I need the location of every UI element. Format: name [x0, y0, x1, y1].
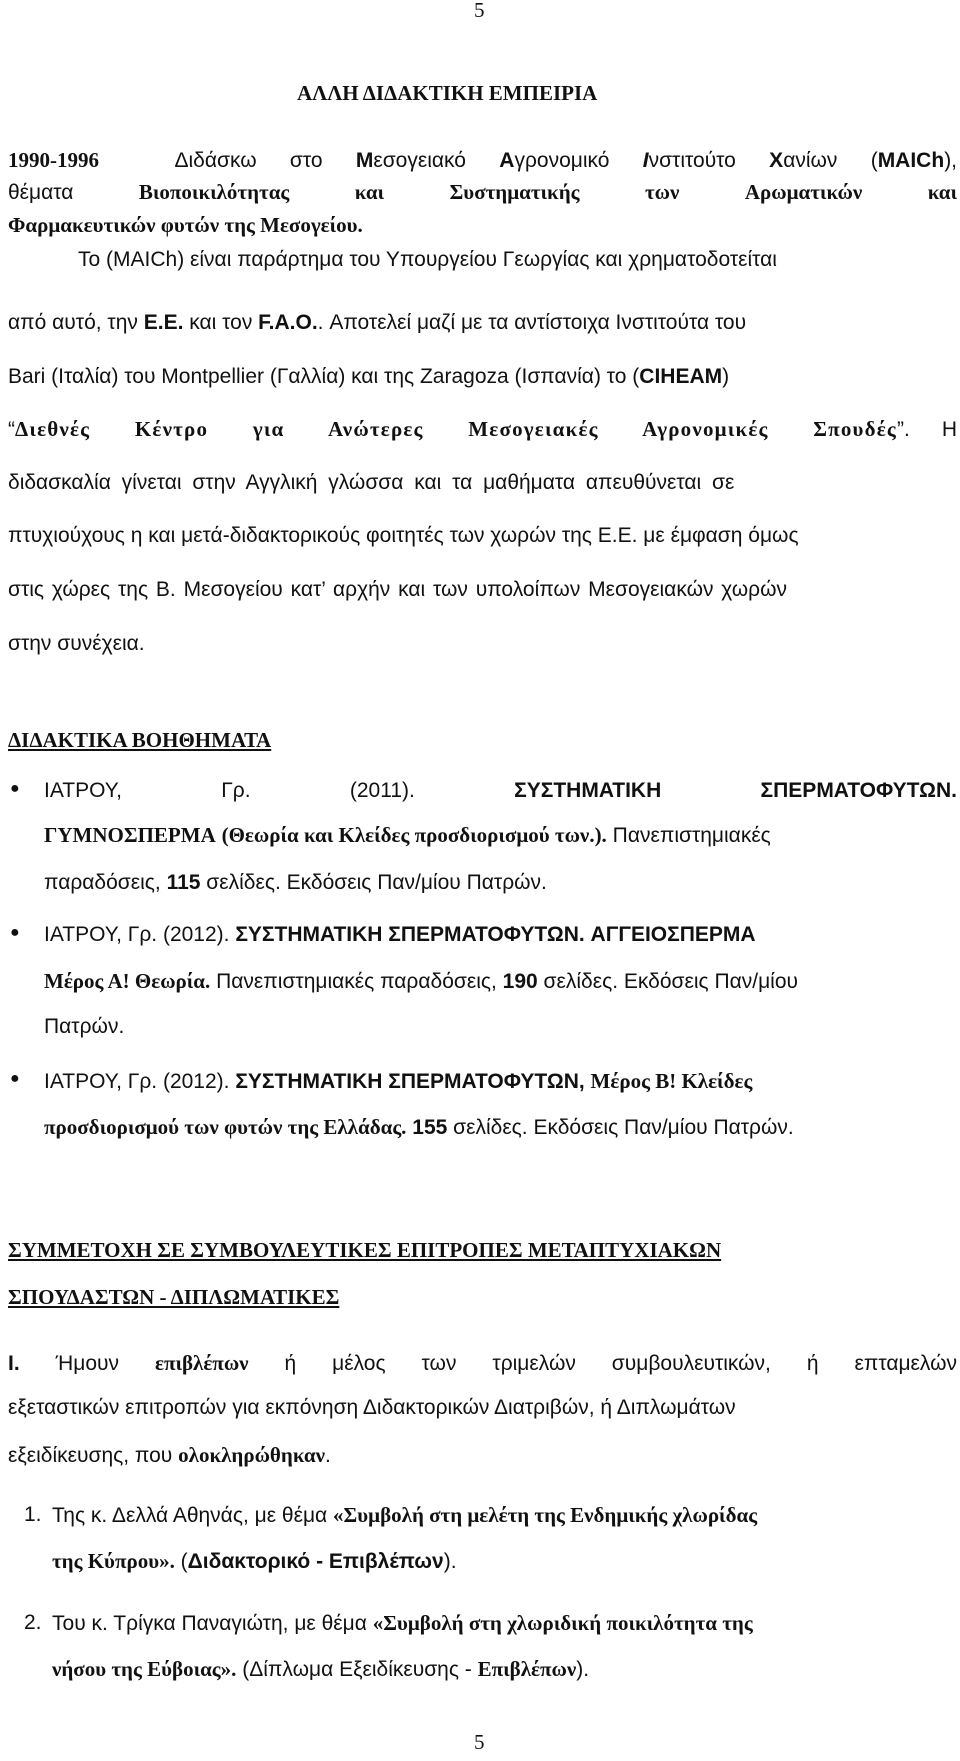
teaching-line-4: Το (MAICh) είναι παράρτημα του Υπουργείου Γεωργίας και χρηματοδοτείται: [78, 248, 777, 271]
teaching-line-3: Φαρμακευτικών φυτών της Μεσογείου.: [8, 213, 363, 237]
text: εξειδίκευσης, που: [8, 1444, 179, 1467]
text: ή μέλος των τριμελών συμβουλευτικών, ή επταμελών: [284, 1352, 958, 1375]
text: προσδιορισμού των φυτών της Ελλάδας.: [44, 1115, 407, 1139]
teaching-line-5: [8, 308, 960, 338]
text: ): [722, 365, 730, 388]
text: 155: [406, 1116, 448, 1139]
text: .: [324, 1444, 331, 1467]
text: CIHEAM: [639, 365, 723, 388]
text: (: [174, 1550, 188, 1573]
aid-2-line-1: [44, 920, 957, 950]
text: Βιοποικιλότητας: [138, 180, 290, 204]
text: Ι: [642, 149, 649, 172]
teaching-line-8: διδασκαλία γίνεται στην Αγγλική γλώσσα και τα μαθήματα απευθύνεται σε: [8, 471, 735, 494]
text: Διεθνές Κέντρο για Ανώτερες Μεσογειακές Αγρονομικές Σπουδές: [15, 417, 897, 441]
text: 115: [166, 871, 201, 894]
text: “: [8, 418, 15, 441]
text: και: [927, 180, 958, 204]
text: F.A.O.: [258, 311, 318, 334]
text: σελίδες. Εκδόσεις Παν/μίου: [537, 970, 799, 993]
bullet-icon: ●: [10, 780, 20, 797]
text: Πανεπιστημιακές παραδόσεις,: [210, 970, 503, 993]
text: Bari (Ιταλία) του Montpellier (Γαλλία) και της Zaragoza (Ισπανία) το (: [8, 365, 640, 388]
text: (Δίπλωμα Εξειδίκευσης -: [236, 1658, 478, 1681]
bullet-icon: ●: [10, 924, 20, 941]
text: Γρ.: [221, 779, 251, 802]
aid-1-line-1: [44, 776, 957, 806]
text: ΣΥΣΤΗΜΑΤΙΚΗ: [514, 779, 662, 802]
teaching-line-6: [8, 362, 960, 392]
text: Μ: [355, 149, 374, 172]
text: εσογειακό: [373, 149, 466, 172]
aid-3-line-1: [44, 1066, 957, 1097]
text: ΣΥΣΤΗΜΑΤΙΚΗ ΣΠΕΡΜΑΤΟΦΥΤΩΝ,: [235, 1070, 585, 1093]
text: Ήμουν: [55, 1352, 119, 1375]
years-range: 1990-1996: [8, 148, 99, 172]
teaching-line-2: [8, 177, 957, 208]
text: (Θεωρία και Κλείδες προσδιορισμού των.).: [221, 823, 607, 847]
teaching-line-10: στις χώρες της Β. Μεσογείου κατ’ αρχήν και των υπολοίπων Μεσογειακών χωρών: [8, 578, 787, 601]
teaching-line-7: [8, 414, 957, 445]
text: ).: [443, 1550, 457, 1573]
aid-2-line-2: [44, 966, 957, 997]
list-item-2-line-2: [52, 1654, 960, 1685]
committees-para-line-2: εξεταστικών επιτροπών για εκπόνηση Διδακτορικών Διατριβών, ή Διπλωμάτων: [8, 1396, 736, 1419]
text: Της κ. Δελλά Αθηνάς, με θέμα: [52, 1504, 334, 1527]
text: της Κύπρου».: [52, 1549, 175, 1573]
text: νστιτούτο: [648, 149, 736, 172]
section-title-other-teaching: ΑΛΛΗ ΔΙΔΑΚΤΙΚΗ ΕΜΠΕΙΡΙΑ: [297, 81, 598, 105]
list-item-number: 2.: [24, 1611, 42, 1634]
text: Χ: [769, 149, 784, 172]
text: (2011).: [349, 779, 415, 802]
section-title-committees-line-2: ΣΠΟΥΔΑΣΤΩΝ - ΔΙΠΛΩΜΑΤΙΚΕΣ: [8, 1285, 340, 1309]
aid-1-line-2: [44, 820, 957, 851]
text: Α: [499, 149, 515, 172]
text: Πανεπιστημιακές: [612, 824, 771, 847]
text: Μέρος Β! Κλείδες: [590, 1069, 753, 1093]
aid-3-line-2: [44, 1112, 957, 1143]
text: ΙΑΤΡΟΥ, Γρ. (2012).: [44, 1070, 230, 1093]
list-item-number: 1.: [24, 1503, 42, 1526]
committees-para-line-3: [8, 1440, 960, 1471]
section-title-committees-line-1: ΣΥΜΜΕΤΟΧΗ ΣΕ ΣΥΜΒΟΥΛΕΥΤΙΚΕΣ ΕΠΙΤΡΟΠΕΣ ΜΕΤΑΠΤΥΧΙΑΚΩΝ: [8, 1238, 722, 1262]
text: Του κ. Τρίγκα Παναγιώτη, με θέμα: [52, 1612, 373, 1635]
aid-2-line-3: Πατρών.: [44, 1015, 125, 1038]
text: ΣΠΕΡΜΑΤΟΦΥΤΩΝ.: [760, 779, 957, 802]
list-item-1-line-1: [52, 1500, 960, 1531]
text: ολοκληρώθηκαν: [178, 1443, 325, 1467]
text: ανίων (: [783, 149, 878, 172]
text: ΓΥΜΝΟΣΠΕΡΜΑ: [44, 823, 216, 847]
text: ΣΥΣΤΗΜΑΤΙΚΗ ΣΠΕΡΜΑΤΟΦΥΤΩΝ.: [235, 923, 585, 946]
text: γρονομικό: [514, 149, 610, 172]
section-title-teaching-aids: ΔΙΔΑΚΤΙΚΑ ΒΟΗΘΗΜΑΤΑ: [8, 728, 272, 752]
page-number-bottom: 5: [474, 1730, 485, 1754]
text: και τον: [183, 311, 259, 334]
text: επιβλέπων: [154, 1351, 249, 1375]
text: 190: [502, 970, 538, 993]
text: θέματα: [8, 181, 74, 204]
committees-para-line-1: [8, 1348, 957, 1379]
text: Διδακτορικό - Επιβλέπων: [187, 1550, 444, 1573]
text: Διδάσκω στο: [174, 149, 323, 172]
teaching-line-9: πτυχιούχους η και μετά-διδακτορικούς φοιτητές των χωρών της Ε.Ε. με έμφαση όμως: [8, 524, 799, 547]
text: νήσου της Εύβοιας».: [52, 1657, 237, 1681]
text: από αυτό, την: [8, 311, 144, 334]
text: και: [354, 180, 385, 204]
list-item-2-line-1: [52, 1608, 960, 1639]
text: Επιβλέπων: [477, 1657, 577, 1681]
text: . Αποτελεί μαζί με τα αντίστοιχα Ινστιτούτα του: [317, 311, 747, 334]
text: «Συμβολή στη μελέτη της Ενδημικής χλωρίδας: [333, 1503, 758, 1527]
text: Αρωματικών: [744, 180, 863, 204]
text: Μέρος Α! Θεωρία.: [44, 969, 211, 993]
text: των: [644, 180, 680, 204]
aid-1-line-3: [44, 868, 957, 898]
text: ”. Η: [896, 418, 958, 441]
text: I.: [8, 1352, 20, 1375]
text: MAICh: [877, 149, 945, 172]
text: ΙΑΤΡΟΥ, Γρ. (2012).: [44, 923, 230, 946]
bullet-icon: ●: [10, 1070, 20, 1087]
page-number-top: 5: [474, 0, 485, 22]
text: ),: [944, 149, 958, 172]
text: «Συμβολή στη χλωριδική ποικιλότητα της: [372, 1611, 753, 1635]
teaching-line-11: στην συνέχεια.: [8, 632, 145, 655]
teaching-line-1: [8, 145, 957, 176]
text: ).: [576, 1658, 590, 1681]
text: Συστηματικής: [449, 180, 580, 204]
text: σελίδες. Εκδόσεις Παν/μίου Πατρών.: [447, 1116, 794, 1139]
text: σελίδες. Εκδόσεις Παν/μίου Πατρών.: [200, 871, 547, 894]
text: Ε.Ε.: [143, 311, 184, 334]
list-item-1-line-2: [52, 1546, 960, 1577]
text: ΑΓΓΕΙΟΣΠΕΡΜΑ: [590, 923, 756, 946]
text: παραδόσεις,: [44, 871, 167, 894]
text: ΙΑΤΡΟΥ,: [44, 779, 122, 802]
